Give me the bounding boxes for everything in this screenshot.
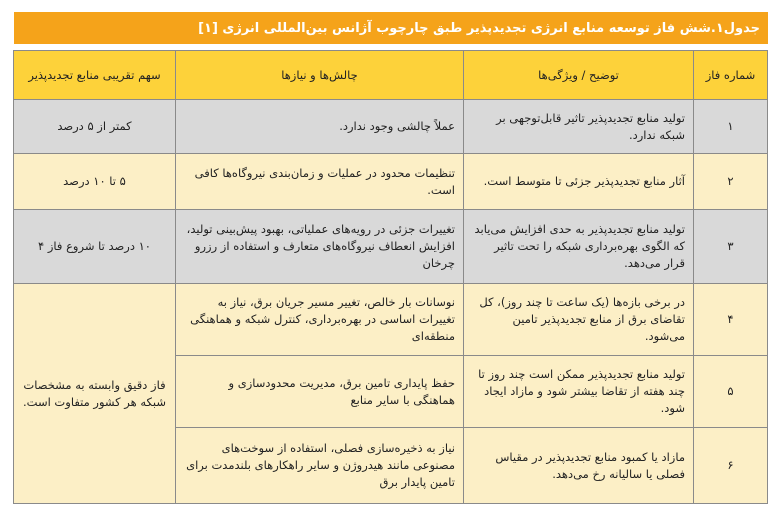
header-phase: شماره فاز: [694, 51, 768, 100]
phase-number: ۳: [694, 210, 768, 284]
phase-number: ۱: [694, 100, 768, 154]
table-row: [14, 210, 768, 284]
phase-features: تولید منابع تجدیدپذیر ممکن است چند روز تا چند هفته از تقاضا بیشتر شود و مازاد ایجاد شود.: [464, 356, 694, 428]
phases-table: [13, 50, 768, 504]
phase-number: ۶: [694, 428, 768, 504]
table-row: [14, 100, 768, 154]
phase-share: ۵ تا ۱۰ درصد: [14, 154, 176, 210]
phase-features: آثار منابع تجدیدپذیر جزئی تا متوسط است.: [464, 154, 694, 210]
phase-challenges: نیاز به ذخیره‌سازی فصلی، استفاده از سوخت‌های مصنوعی مانند هیدروژن و سایر راهکارهای بلندمدت برای تامین پایدار برق: [176, 428, 464, 504]
phase-share: ۱۰ درصد تا شروع فاز ۴: [14, 210, 176, 284]
header-features: توضیح / ویژگی‌ها: [464, 51, 694, 100]
phase-features: تولید منابع تجدیدپذیر به حدی افزایش می‌یابد که الگوی بهره‌برداری شبکه را تحت تاثیر قرار می‌دهد.: [464, 210, 694, 284]
phase-features: در برخی بازه‌ها (یک ساعت تا چند روز)، کل تقاضای برق از منابع تجدیدپذیر تامین می‌شود.: [464, 284, 694, 356]
phase-challenges: تغییرات جزئی در رویه‌های عملیاتی، بهبود پیش‌بینی تولید، افزایش انعطاف نیروگاه‌های متعارف و استفاده از رزرو چرخان: [176, 210, 464, 284]
table-row: [14, 154, 768, 210]
merged-share-note: فاز دقیق وابسته به مشخصات شبکه هر کشور متفاوت است.: [14, 284, 176, 504]
phase-challenges: تنظیمات محدود در عملیات و زمان‌بندی نیروگاه‌ها کافی است.: [176, 154, 464, 210]
header-row: [14, 51, 768, 100]
phase-challenges: حفظ پایداری تامین برق، مدیریت محدودسازی و هماهنگی با سایر منابع: [176, 356, 464, 428]
phase-features: مازاد یا کمبود منابع تجدیدپذیر در مقیاس فصلی یا سالیانه رخ می‌دهد.: [464, 428, 694, 504]
table-caption: جدول۱.شش فاز توسعه منابع انرژی تجدیدپذیر طبق چارچوب آژانس بین‌المللی انرژی [۱]: [14, 12, 768, 44]
phase-number: ۴: [694, 284, 768, 356]
table-row: [14, 284, 768, 356]
phase-number: ۲: [694, 154, 768, 210]
header-challenges: چالش‌ها و نیازها: [176, 51, 464, 100]
header-share: سهم تقریبی منابع تجدیدپذیر: [14, 51, 176, 100]
phase-features: تولید منابع تجدیدپذیر تاثیر قابل‌توجهی بر شبکه ندارد.: [464, 100, 694, 154]
table-container: [14, 12, 768, 504]
phase-challenges: نوسانات بار خالص، تغییر مسیر جریان برق، نیاز به تغییرات اساسی در بهره‌برداری، کنترل شبکه و هماهنگی منطقه‌ای: [176, 284, 464, 356]
phase-number: ۵: [694, 356, 768, 428]
phase-challenges: عملاً چالشی وجود ندارد.: [176, 100, 464, 154]
phase-share: کمتر از ۵ درصد: [14, 100, 176, 154]
